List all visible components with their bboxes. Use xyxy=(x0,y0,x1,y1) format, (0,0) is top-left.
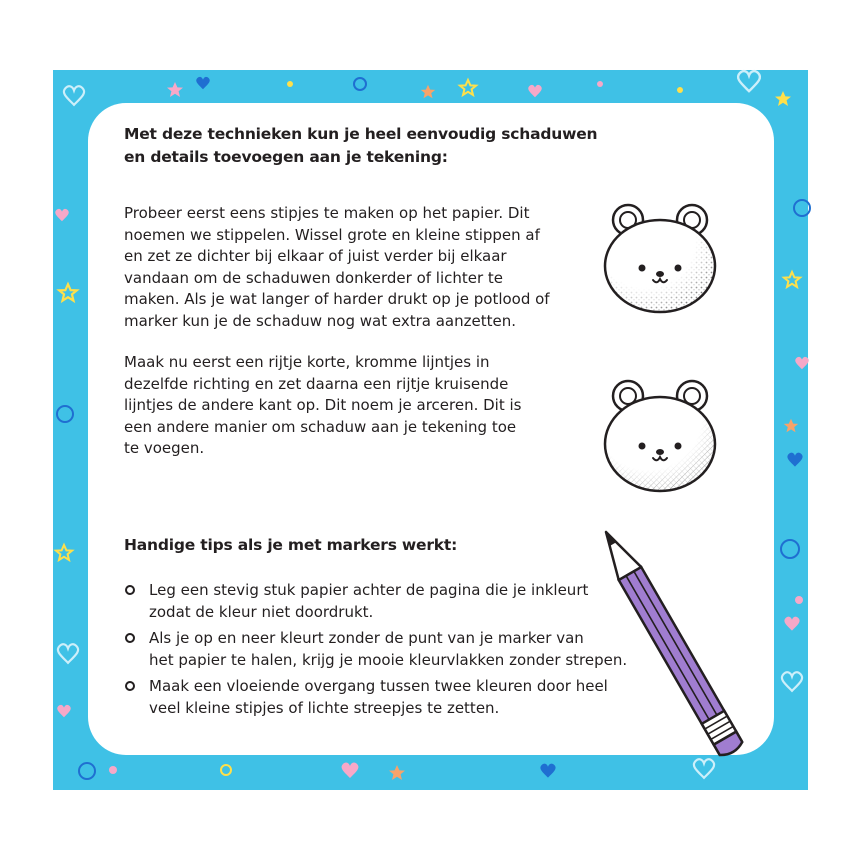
text-line: dezelfde richting en zet daarna een rijtje kruisende xyxy=(124,374,509,393)
star-icon xyxy=(389,765,405,780)
text-line: Leg een stevig stuk papier achter de pagina die je inkleurt xyxy=(149,581,589,599)
star-icon xyxy=(421,85,435,99)
text-line: veel kleine stipjes of lichte streepjes te zetten. xyxy=(149,698,500,717)
star-icon xyxy=(784,272,800,287)
star-icon xyxy=(784,419,798,433)
dot-icon xyxy=(677,87,683,93)
star-icon xyxy=(59,284,77,301)
star-icon xyxy=(775,91,791,106)
heart-icon xyxy=(58,644,78,663)
marker-tips-heading: Handige tips als je met markers werkt: xyxy=(124,536,458,554)
heart-icon xyxy=(528,85,542,97)
circle-icon xyxy=(79,763,95,779)
hatching-paragraph xyxy=(124,352,521,460)
heart-icon xyxy=(196,77,210,89)
heart-icon xyxy=(540,764,555,778)
text-line: Als je op en neer kleurt zonder de punt van je marker van xyxy=(149,629,584,648)
bullet-ring-icon xyxy=(125,633,135,643)
dot-icon xyxy=(287,81,293,87)
bullet-ring-icon xyxy=(125,585,135,595)
dot-icon xyxy=(597,81,603,87)
text-line: zodat de kleur niet doordrukt. xyxy=(149,602,374,621)
circle-icon xyxy=(354,78,366,90)
pencil-icon xyxy=(590,520,800,780)
text-line: vandaan om de schaduwen donkerder of lichter te xyxy=(124,268,504,287)
text-line: en zet ze dichter bij elkaar of juist verder bij elkaar xyxy=(124,247,507,266)
text-line: te voegen. xyxy=(124,439,205,458)
text-line: lijntjes de andere kant op. Dit noem je arceren. Dit is xyxy=(124,396,522,415)
heart-icon xyxy=(787,453,802,467)
circle-icon xyxy=(221,765,231,775)
heading-line: en details toevoegen aan je tekening: xyxy=(124,148,448,166)
text-line: Maak nu eerst een rijtje korte, kromme lijntjes in xyxy=(124,353,490,371)
circle-icon xyxy=(57,406,73,422)
circle-icon xyxy=(794,200,810,216)
text-line: het papier te halen, krijg je mooie kleurvlakken zonder strepen. xyxy=(149,650,628,669)
text-line: Maak een vloeiende overgang tussen twee kleuren door heel xyxy=(149,677,608,696)
heading-line: Met deze technieken kun je heel eenvoudig schaduwen xyxy=(124,125,598,143)
heart-icon xyxy=(57,705,71,717)
text-line: marker kun je de schaduw nog wat extra aanzetten. xyxy=(124,311,516,330)
hatched-bear-icon xyxy=(600,372,720,494)
intro-heading xyxy=(124,123,597,169)
text-line: noemen we stippelen. Wissel grote en kleine stippen af xyxy=(124,225,540,244)
heart-icon xyxy=(55,209,69,221)
heart-icon xyxy=(64,86,84,105)
stippling-paragraph xyxy=(124,203,550,333)
stippled-bear-icon xyxy=(600,196,720,316)
text-line: Probeer eerst eens stipjes te maken op het papier. Dit xyxy=(124,204,530,222)
bullet-ring-icon xyxy=(125,681,135,691)
heart-icon xyxy=(738,71,760,91)
star-icon xyxy=(56,545,72,560)
dot-icon xyxy=(109,766,117,774)
heart-icon xyxy=(342,763,359,778)
text-line: een andere manier om schaduw aan je tekening toe xyxy=(124,417,517,436)
heart-icon xyxy=(795,357,809,369)
star-icon xyxy=(460,80,476,95)
text-line: maken. Als je wat langer of harder drukt op je potlood of xyxy=(124,290,550,309)
star-icon xyxy=(167,82,183,97)
